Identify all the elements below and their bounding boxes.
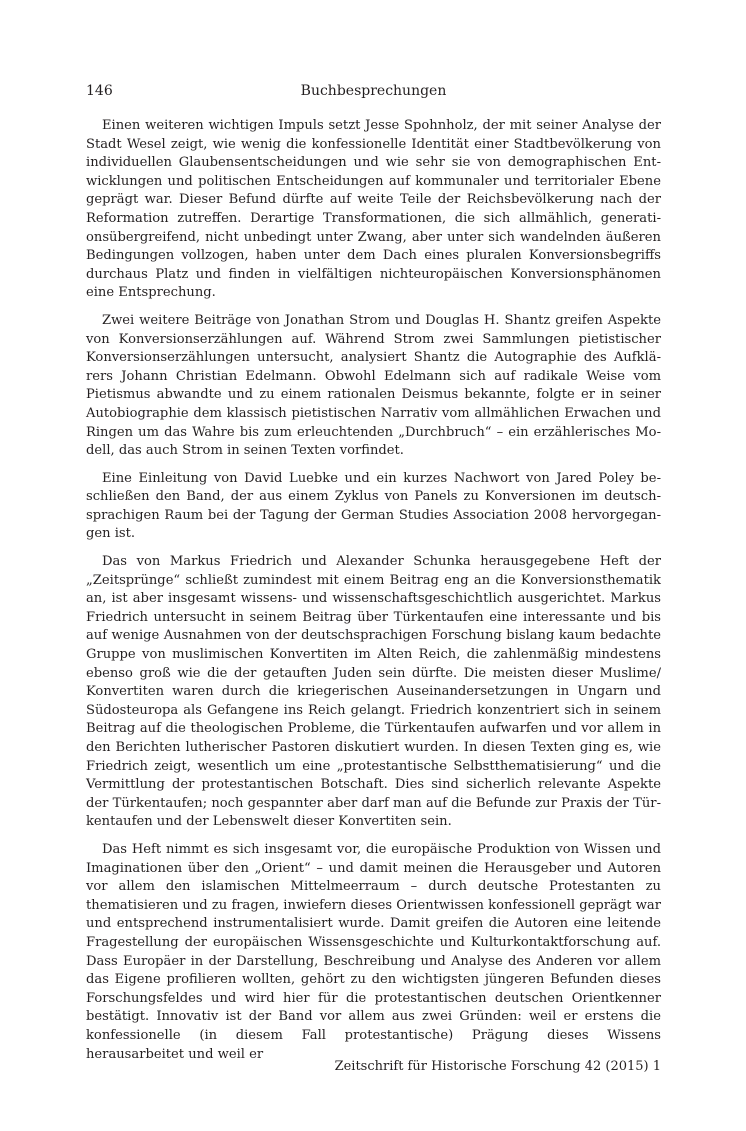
page-number: 146 — [86, 83, 113, 99]
paragraph-zeitspruenge: Das von Markus Friedrich und Alexander Schunka herausgegebene Heft der „Zeitsprünge“ schließt zumindest mit einem Beitrag eng an die Konversionsthematik an, ist aber insgesamt wissens- und wissenschaftsgeschichtlich ausgerichtet. Markus Friedrich untersucht in seinem Beitrag über Türkentaufen eine interessante und bis auf wenige Ausnahmen von der deutschsprachigen Forschung bislang kaum bedachte Gruppe von muslimischen Konvertiten im Alten Reich, die zahlenmäßig mindestens ebenso groß wie die der getauften Juden sein dürfte. Die meisten dieser Muslime/ Konvertiten waren durch die kriegerischen Auseinandersetzungen in Ungarn und Südosteuropa als Gefangene ins Reich gelangt. Friedrich konzentriert sich in seinem Beitrag auf die theologischen Probleme, die Türkentaufen aufwarfen und vor allem in den Berichten lutherischer Pastoren diskutiert wurden. In diesen Texten ging es, wie Friedrich zeigt, wesentlich um eine „protestantische Selbstthematisierung“ und die Vermittlung der protestantischen Botschaft. Dies sind sicherlich relevante Aspekte der Türkentaufen; noch gespannter aber darf man auf die Befunde zur Praxis der Türkentaufen und der Lebenswelt dieser Konvertiten sein. — [86, 554, 661, 830]
paragraph-strom-shantz: Zwei weitere Beiträge von Jonathan Strom und Douglas H. Shantz greifen Aspekte von Konversionserzählungen auf. Während Strom zwei Sammlungen pietistischer Konversionserzählungen untersucht, analysiert Shantz die Autographie des Aufklärers Johann Christian Edelmann. Obwohl Edelmann sich auf radikale Weise vom Pietismus abwandte und zu einem rationalen Deismus bekannte, folgte er in seiner Autobiographie dem klassisch pietistischen Narrativ vom allmählichen Erwachen und Ringen um das Wahre bis zum erleuchtenden „Durchbruch“ – ein erzählerisches Modell, das auch Strom in seinen Texten vorfindet. — [86, 312, 661, 459]
running-head — [86, 80, 661, 102]
paragraph-luebke-poley: Eine Einleitung von David Luebke und ein kurzes Nachwort von Jared Poley beschließen den Band, der aus einem Zyklus von Panels zu Konversionen im deutschsprachigen Raum bei der Tagung der German Studies Association 2008 hervorgegangen ist. — [86, 470, 661, 542]
review-body — [86, 117, 661, 1064]
running-title: Buchbesprechungen — [300, 83, 447, 99]
paragraph-spohnholz: Einen weiteren wichtigen Impuls setzt Jesse Spohnholz, der mit seiner Analyse der Stadt Wesel zeigt, wie wenig die konfessionelle Identität einer Stadtbevölkerung von individuellen Glaubensentscheidungen und wie sehr sie von demographischen Entwicklungen und politischen Entscheidungen auf kommunaler und territorialer Ebene geprägt war. Dieser Befund dürfte auf weite Teile der Reichsbevölkerung nach der Reformation zutreffen. Derartige Transformationen, die sich allmählich, generationsübergreifend, nicht unbedingt unter Zwang, aber unter sich wandelnden äußeren Bedingungen vollzogen, haben unter dem Dach eines pluralen Konversionsbegriffs durchaus Platz und finden in vielfältigen nichteuropäischen Konversionsphänomen eine Entsprechung. — [86, 118, 661, 301]
journal-citation-footer: Zeitschrift für Historische Forschung 42 (2015) 1 — [334, 1059, 661, 1074]
paragraph-orient-knowledge: Das Heft nimmt es sich insgesamt vor, die europäische Produktion von Wissen und Imaginationen über den „Orient“ – und damit meinen die Herausgeber und Autoren vor allem den islamischen Mittelmeerraum – durch deutsche Protestanten zu thematisieren und zu fragen, inwiefern dieses Orientwissen konfessionell geprägt war und entsprechend instrumentalisiert wurde. Damit greifen die Autoren eine leitende Fragestellung der europäischen Wissensgeschichte und Kulturkontaktforschung auf. Dass Europäer in der Darstellung, Beschreibung und Analyse des Anderen vor allem das Eigene profilieren wollten, gehört zu den wichtigsten jüngeren Befunden dieses Forschungsfeldes und wird hier für die protestantischen deutschen Orientkenner bestätigt. Innovativ ist der Band vor allem aus zwei Gründen: weil er erstens die konfessionelle (in diesem Fall protestantische) Prägung dieses Wissens herausarbeitet und weil er — [86, 841, 661, 1062]
book-review-page — [86, 80, 661, 1073]
